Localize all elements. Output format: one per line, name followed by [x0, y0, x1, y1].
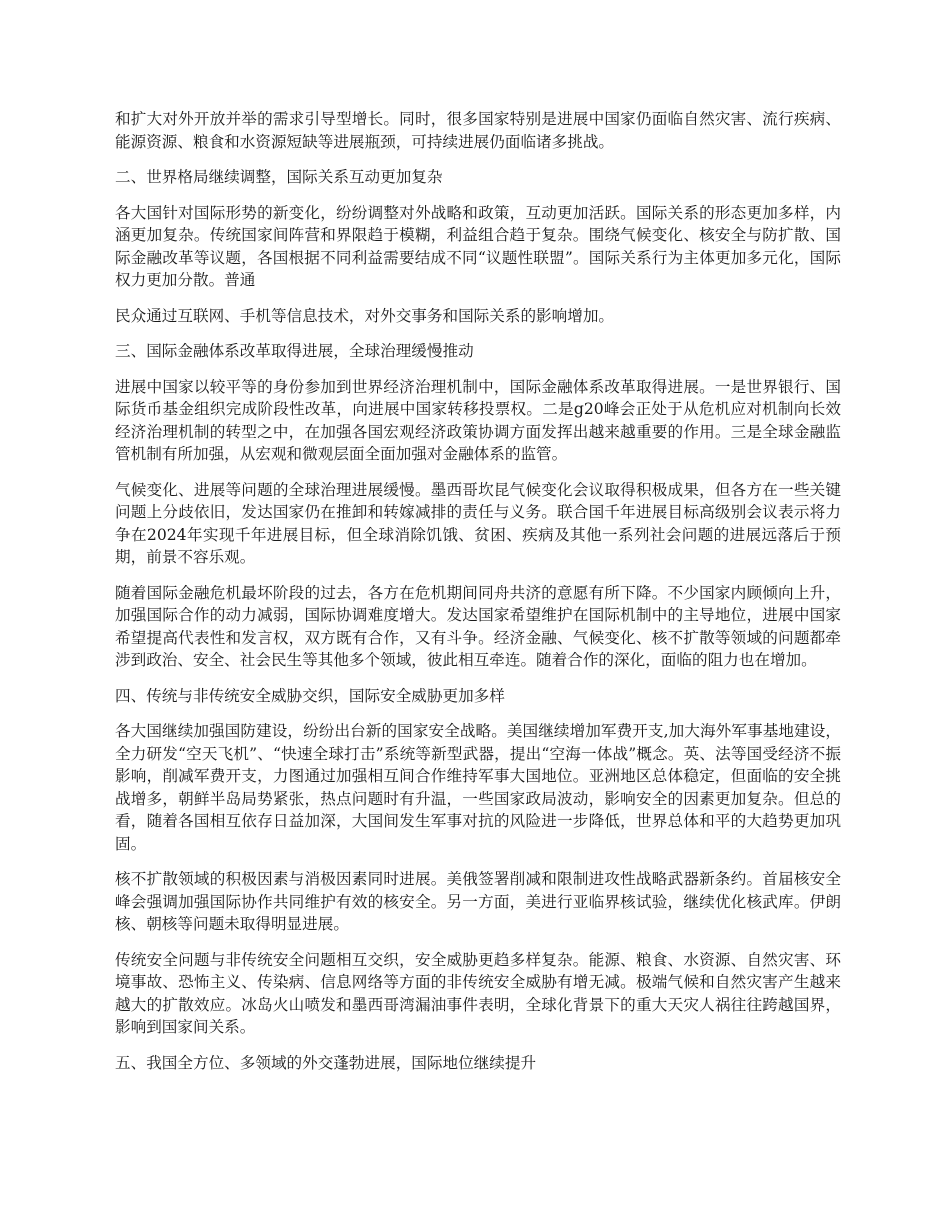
paragraph-intro-continued: 和扩大对外开放并举的需求引导型增长。同时，很多国家特别是进展中国家仍面临自然灾害、流行疾病、能源资源、粮食和水资源短缺等进展瓶颈，可持续进展仍面临诸多挑战。: [115, 110, 841, 151]
paragraph-climate-governance: 气候变化、进展等问题的全球治理进展缓慢。墨西哥坎昆气候变化会议取得积极成果，但各方在一些关键问题上分歧依旧，发达国家仍在推卸和转嫁减排的责任与义务。联合国千年进展目标高级别会议表示将力争在2024年实现千年进展目标，但全球消除饥饿、贫困、疾病及其他一系列社会问题的进展远落后于预期，前景不容乐观。: [115, 480, 841, 566]
heading-section-3: 三、国际金融体系改革取得进展，全球治理缓慢推动: [115, 342, 474, 360]
heading-section-4: 四、传统与非传统安全威胁交织，国际安全威胁更加多样: [115, 686, 505, 705]
document-body: [115, 108, 841, 1087]
paragraph-cooperation-decline: 随着国际金融危机最坏阶段的过去，各方在危机期间同舟共济的意愿有所下降。不少国家内顾倾向上升，加强国际合作的动力减弱，国际协调难度增大。发达国家希望维护在国际机制中的主导地位，进展中国家希望提高代表性和发言权，双方既有合作，又有斗争。经济金融、气候变化、核不扩散等领域的问题都牵涉到政治、安全、社会民生等其他多个领域，彼此相互牵连。随着合作的深化，面临的阻力也在增加。: [115, 583, 841, 669]
paragraph-nontraditional-threats: 传统安全问题与非传统安全问题相互交织，安全威胁更趋多样复杂。能源、粮食、水资源、自然灾害、环境事故、恐怖主义、传染病、信息网络等方面的非传统安全威胁有增无减。极端气候和自然灾害产生越来越大的扩散效应。冰岛火山喷发和墨西哥湾漏油事件表明，全球化背景下的重大天灾人祸往往跨越国界，影响到国家间关系。: [115, 950, 841, 1036]
paragraph-nonproliferation: 核不扩散领域的积极因素与消极因素同时进展。美俄签署削减和限制进攻性战略武器新条约。首届核安全峰会强调加强国际协作共同维护有效的核安全。另一方面，美进行亚临界核试验，继续优化核武库。伊朗核、朝核等问题未取得明显进展。: [115, 870, 841, 933]
heading-section-5: 五、我国全方位、多领域的外交蓬勃进展，国际地位继续提升: [115, 1053, 537, 1072]
paragraph-world-pattern: 各大国针对国际形势的新变化，纷纷调整对外战略和政策，互动更加活跃。国际关系的形态更加多样，内涵更加复杂。传统国家间阵营和界限趋于模糊，利益组合趋于复杂。围绕气候变化、核安全与防扩散、国际金融改革等议题，各国根据不同利益需要结成不同“议题性联盟”。国际关系行为主体更加多元化，国际权力更加分散。普通: [115, 203, 841, 289]
paragraph-defense-build: 各大国继续加强国防建设，纷纷出台新的国家安全战略。美国继续增加军费开支,加大海外军事基地建设，全力研发“空天飞机”、“快速全球打击”系统等新型武器，提出“空海一体战”概念。英、法等国受经济不振影响，削减军费开支，力图通过加强相互间合作维持军事大国地位。亚洲地区总体稳定，但面临的安全挑战增多，朝鲜半岛局势紧张，热点问题时有升温，一些国家政局波动，影响安全的因素更加复杂。但总的看，随着各国相互依存日益加深，大国间发生军事对抗的风险进一步降低，世界总体和平的大趋势更加巩固。: [115, 722, 841, 853]
paragraph-financial-reform: 进展中国家以较平等的身份参加到世界经济治理机制中，国际金融体系改革取得进展。一是世界银行、国际货币基金组织完成阶段性改革，向进展中国家转移投票权。二是g20峰会正处于从危机应对机制向长效经济治理机制的转型之中，在加强各国宏观经济政策协调方面发挥出越来越重要的作用。三是全球金融监管机制有所加强，从宏观和微观层面全面加强对金融体系的监管。: [115, 377, 841, 463]
heading-section-2: 二、世界格局继续调整，国际关系互动更加复杂: [115, 168, 443, 186]
paragraph-public-influence: 民众通过互联网、手机等信息技术，对外交事务和国际关系的影响增加。: [115, 306, 615, 325]
